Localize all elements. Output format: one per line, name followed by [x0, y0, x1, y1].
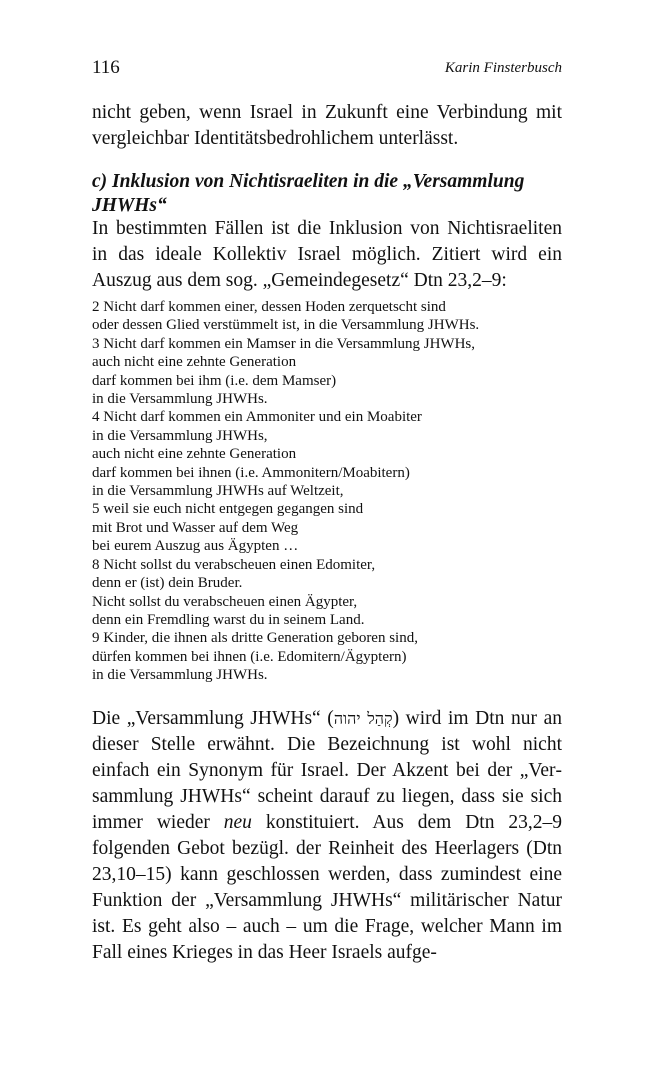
paragraph-final	[92, 706, 562, 966]
paragraph-final-part2: ) wird im Dtn nur an dieser Stelle erwähnt. Die Bezeichnung ist wohl nicht einfach ein Synonym für Israel. Der Akzent bei der „Versammlung JHWHs“ scheint darauf zu liegen, dass sie sich immer wieder	[92, 708, 562, 833]
scripture-quotation	[92, 298, 562, 685]
page-number: 116	[92, 57, 120, 78]
quote-line: oder dessen Glied verstümmelt ist, in die Versammlung JHWHs.	[92, 317, 480, 334]
quote-line: 9 Kinder, die ihnen als dritte Generation geboren sind,	[92, 630, 418, 647]
section-heading-line1: c) Inklusion von Nichtisraeliten in die „Versammlung	[92, 171, 525, 192]
running-head-author: Karin Finsterbusch	[444, 60, 562, 76]
quote-line: bei eurem Auszug aus Ägypten …	[92, 538, 299, 555]
quote-line: denn ein Fremdling warst du in seinem Land.	[92, 611, 365, 628]
paragraph-continuation: nicht geben, wenn Israel in Zukunft eine Verbindung mit vergleichbar Identitätsbedrohlichem unterlässt.	[92, 102, 562, 149]
quote-line: auch nicht eine zehnte Generation	[92, 354, 297, 371]
quote-line: 4 Nicht darf kommen ein Ammoniter und ein Moabiter	[92, 409, 422, 426]
section-heading	[92, 170, 562, 218]
quote-line: 3 Nicht darf kommen ein Mamser in die Versammlung JHWHs,	[92, 335, 475, 352]
section-heading-line2: JHWHs“	[92, 195, 167, 216]
quote-line: mit Brot und Wasser auf dem Weg	[92, 519, 299, 536]
quote-line: in die Versammlung JHWHs.	[92, 391, 268, 408]
paragraph-final-part3: konstituiert. Aus dem Dtn 23,2–9 folgenden Gebot bezügl. der Reinheit des Heerlagers (Dtn 23,10–15) kann geschlossen werden, dass zumindest eine Funktion der „Versammlung JHWHs“ militärischer Natur ist. Es geht also – auch – um die Frage, welcher Mann im Fall eines Krieges in das Heer Israels aufge-	[92, 812, 562, 963]
paragraph-intro: In bestimmten Fällen ist die Inklusion von Nichtisraeliten in das ideale Kollektiv Israel möglich. Zitiert wird ein Auszug aus dem sog. „Gemeindegesetz“ Dtn 23,2–9:	[92, 218, 562, 291]
quote-line: 5 weil sie euch nicht entgegen gegangen sind	[92, 501, 364, 518]
emphasis-word: neu	[223, 812, 252, 833]
quote-line: in die Versammlung JHWHs,	[92, 427, 268, 444]
quote-line: darf kommen bei ihm (i.e. dem Mamser)	[92, 372, 337, 389]
quote-line: 8 Nicht sollst du verabscheuen einen Edomiter,	[92, 556, 376, 573]
hebrew-term: קְהַל יהוה	[333, 709, 393, 728]
paragraph-final-part1: Die „Versammlung JHWHs“ (	[92, 708, 334, 729]
quote-line: auch nicht eine zehnte Generation	[92, 446, 297, 463]
page-header	[92, 57, 562, 81]
quote-line: darf kommen bei ihnen (i.e. Ammonitern/Moabitern)	[92, 464, 410, 481]
quote-line: dürfen kommen bei ihnen (i.e. Edomitern/Ägyptern)	[92, 648, 407, 665]
quote-line: denn er (ist) dein Bruder.	[92, 575, 243, 592]
quote-line: Nicht sollst du verabscheuen einen Ägypter,	[92, 593, 358, 610]
quote-line: 2 Nicht darf kommen einer, dessen Hoden zerquetscht sind	[92, 299, 446, 315]
quote-line: in die Versammlung JHWHs.	[92, 667, 268, 684]
quote-line: in die Versammlung JHWHs auf Weltzeit,	[92, 483, 344, 500]
